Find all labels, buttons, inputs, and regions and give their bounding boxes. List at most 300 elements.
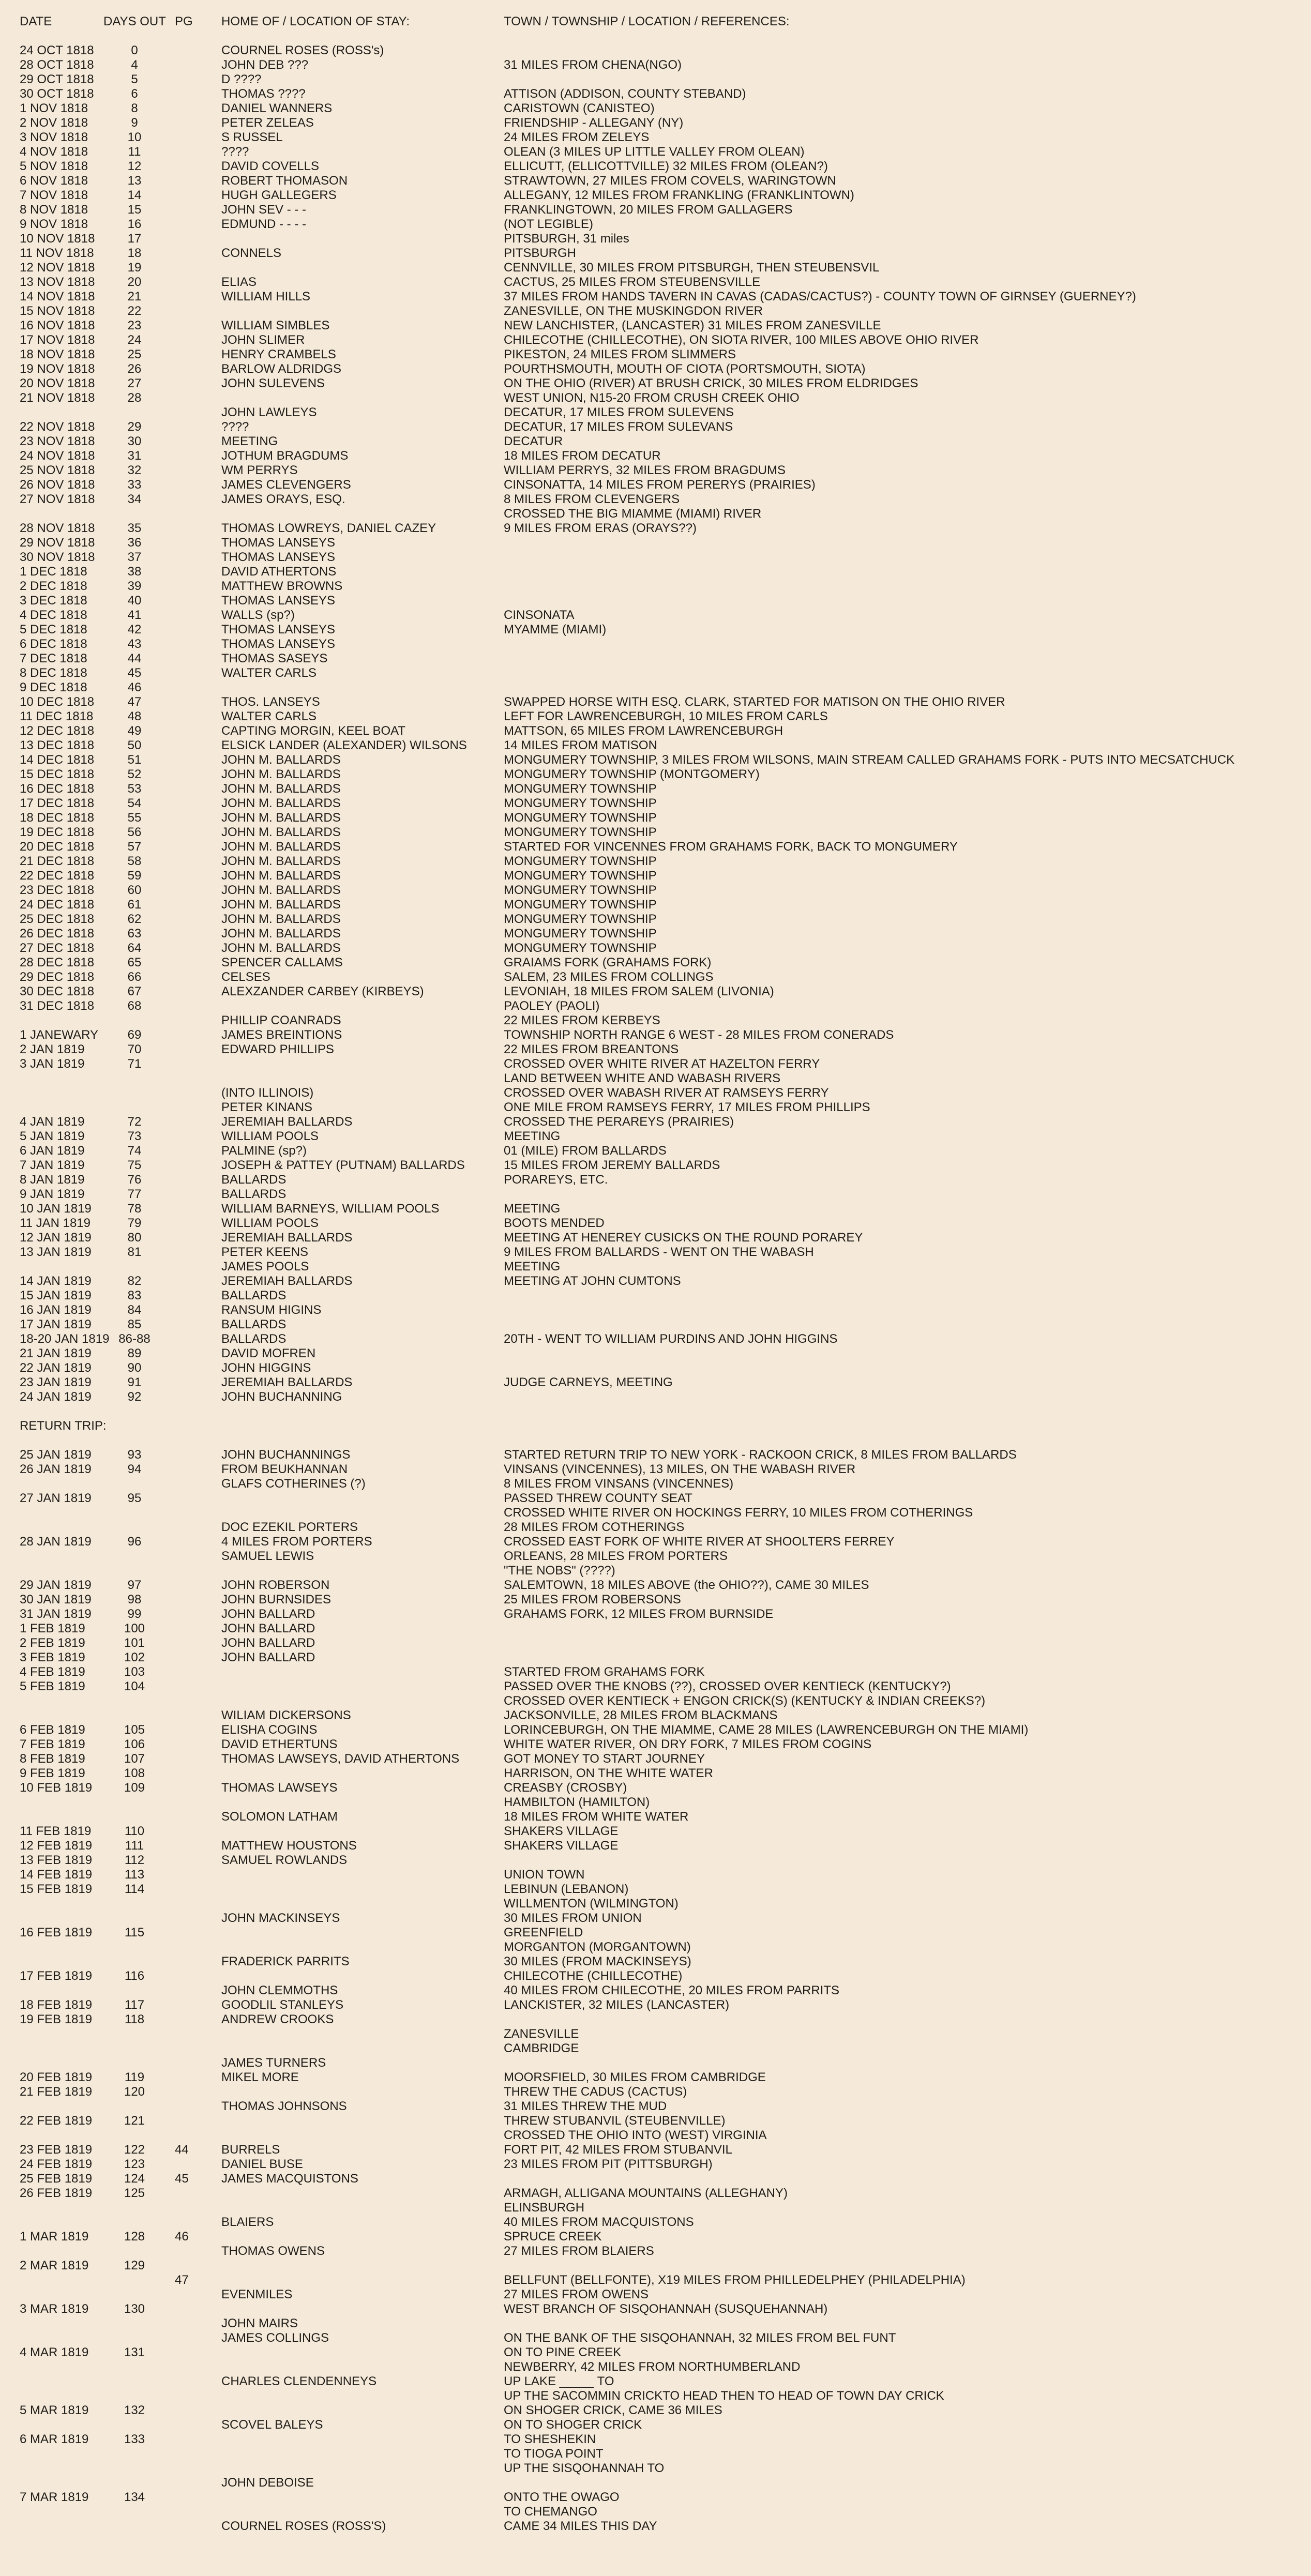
home-cell: PHILLIP COANRADS [221,1013,341,1027]
home-cell: THOMAS JOHNSONS [221,2099,347,2113]
days-out-cell: 91 [127,1375,142,1389]
town-cell: ELINSBURGH [504,2201,585,2215]
town-cell: WILLIAM PERRYS, 32 MILES FROM BRAGDUMS [504,463,786,477]
pg-cell: 46 [175,2230,189,2244]
town-cell: TO TIOGA POINT [504,2447,604,2461]
date-cell: DATE [20,14,52,28]
date-cell: 30 NOV 1818 [20,550,95,564]
town-cell: MATTSON, 65 MILES FROM LAWRENCEBURGH [504,724,783,738]
days-out-cell: 42 [127,623,142,637]
date-cell: 8 FEB 1819 [20,1752,85,1766]
days-out-cell: 58 [127,854,142,868]
home-cell: JOHN M. BALLARDS [221,898,341,912]
date-cell: 15 JAN 1819 [20,1289,92,1302]
date-cell: 26 FEB 1819 [20,2186,93,2200]
town-cell: 8 MILES FROM VINSANS (VINCENNES) [504,1477,734,1491]
date-cell: 5 MAR 1819 [20,2403,89,2417]
home-cell: BLAIERS [221,2215,274,2229]
town-cell: UP THE SACOMMIN CRICKTO HEAD THEN TO HEAD OF TOWN DAY CRICK [504,2389,944,2403]
town-cell: ZANESVILLE [504,2027,579,2041]
home-cell: SAMUEL ROWLANDS [221,1853,348,1867]
date-cell: 25 NOV 1818 [20,463,95,477]
town-cell: THREW THE CADUS (CACTUS) [504,2085,687,2099]
home-cell: HUGH GALLEGERS [221,188,337,202]
days-out-cell: 57 [127,840,142,854]
town-cell: MONGUMERY TOWNSHIP [504,869,657,883]
days-out-cell: 63 [127,927,142,941]
town-cell: SWAPPED HORSE WITH ESQ. CLARK, STARTED FOR MATISON ON THE OHIO RIVER [504,695,1005,709]
home-cell: JOSEPH & PATTEY (PUTNAM) BALLARDS [221,1158,465,1172]
town-cell: MONGUMERY TOWNSHIP [504,941,657,955]
date-cell: 5 JAN 1819 [20,1129,85,1143]
home-cell: (INTO ILLINOIS) [221,1086,314,1100]
home-cell: PETER KEENS [221,1245,309,1259]
town-cell: MONGUMERY TOWNSHIP [504,898,657,912]
days-out-cell: 76 [127,1173,142,1187]
home-cell: DAVID MOFREN [221,1346,316,1360]
days-out-cell: 128 [124,2230,145,2244]
date-cell: 4 FEB 1819 [20,1665,85,1679]
home-cell: HENRY CRAMBELS [221,347,336,361]
date-cell: 17 FEB 1819 [20,1969,93,1983]
home-cell: JOHN SLIMER [221,333,305,347]
town-cell: LAND BETWEEN WHITE AND WABASH RIVERS [504,1071,781,1085]
days-out-cell: 103 [124,1665,145,1679]
town-cell: MOORSFIELD, 30 MILES FROM CAMBRIDGE [504,2070,766,2084]
home-cell: BALLARDS [221,1289,287,1302]
days-out-cell: 81 [127,1245,142,1259]
date-cell: 24 DEC 1818 [20,898,95,912]
town-cell: WILLMENTON (WILMINGTON) [504,1897,679,1911]
home-cell: EDWARD PHILLIPS [221,1042,334,1056]
date-cell: 7 NOV 1818 [20,188,88,202]
home-cell: CELSES [221,970,270,984]
date-cell: 24 FEB 1819 [20,2157,93,2171]
days-out-cell: 110 [124,1824,145,1838]
days-out-cell: 15 [127,203,142,217]
days-out-cell: 123 [124,2157,145,2171]
town-cell: 40 MILES FROM CHILECOTHE, 20 MILES FROM PARRITS [504,1983,840,1997]
days-out-cell: 4 [131,58,138,72]
home-cell: THOMAS LANSEYS [221,623,336,637]
date-cell: 31 DEC 1818 [20,999,95,1013]
days-out-cell: 17 [127,232,142,246]
town-cell: GREENFIELD [504,1926,583,1939]
date-cell: 25 DEC 1818 [20,912,95,926]
town-cell: LORINCEBURGH, ON THE MIAMME, CAME 28 MILES (LAWRENCEBURGH ON THE MIAMI) [504,1723,1029,1737]
days-out-cell: 33 [127,478,142,492]
days-out-cell: 70 [127,1042,142,1056]
home-cell: SCOVEL BALEYS [221,2418,323,2432]
days-out-cell: 30 [127,434,142,448]
town-cell: WEST UNION, N15-20 FROM CRUSH CREEK OHIO [504,391,800,405]
date-cell: 26 NOV 1818 [20,478,95,492]
date-cell: 12 FEB 1819 [20,1839,93,1853]
home-cell: JOHN SULEVENS [221,376,325,390]
date-cell: 18 DEC 1818 [20,811,95,825]
town-cell: MONGUMERY TOWNSHIP [504,796,657,810]
date-cell: 2 FEB 1819 [20,1636,85,1650]
date-cell: 3 FEB 1819 [20,1650,85,1664]
date-cell: 15 NOV 1818 [20,304,95,318]
date-cell: 1 JANEWARY [20,1028,99,1042]
town-cell: NEW LANCHISTER, (LANCASTER) 31 MILES FROM ZANESVILLE [504,319,881,332]
days-out-cell: 113 [124,1868,145,1882]
days-out-cell: 117 [124,1998,145,2012]
days-out-cell: 34 [127,492,142,506]
home-cell: JAMES TURNERS [221,2056,326,2070]
home-cell: THOMAS SASEYS [221,651,328,665]
town-cell: DECATUR, 17 MILES FROM SULEVANS [504,420,733,434]
town-cell: CARISTOWN (CANISTEO) [504,101,655,115]
days-out-cell: 6 [131,87,138,101]
date-cell: 28 JAN 1819 [20,1535,92,1549]
town-cell: GOT MONEY TO START JOURNEY [504,1752,705,1766]
town-cell: MONGUMERY TOWNSHIP [504,811,657,825]
town-cell: GRAIAMS FORK (GRAHAMS FORK) [504,956,712,969]
home-cell: CONNELS [221,246,282,260]
date-cell: 1 FEB 1819 [20,1622,85,1635]
date-cell: 6 JAN 1819 [20,1144,85,1158]
days-out-cell: 16 [127,217,142,231]
town-cell: CHILECOTHE (CHILLECOTHE), ON SIOTA RIVER, 100 MILES ABOVE OHIO RIVER [504,333,979,347]
days-out-cell: 27 [127,376,142,390]
home-cell: JOHN BALLARD [221,1636,315,1650]
home-cell: GLAFS COTHERINES (?) [221,1477,366,1491]
date-cell: 2 MAR 1819 [20,2259,89,2272]
date-cell: 9 FEB 1819 [20,1766,85,1780]
days-out-cell: 134 [124,2490,145,2504]
days-out-cell: 26 [127,362,142,376]
days-out-cell: 36 [127,536,142,550]
date-cell: 1 DEC 1818 [20,565,87,579]
town-cell: FRIENDSHIP - ALLEGANY (NY) [504,116,684,130]
town-cell: DECATUR [504,434,563,448]
date-cell: 17 NOV 1818 [20,333,95,347]
days-out-cell: 59 [127,869,142,883]
days-out-cell: 11 [128,145,141,159]
date-cell: 26 DEC 1818 [20,927,95,941]
town-cell: PORAREYS, ETC. [504,1173,608,1187]
home-cell: WILLIAM SIMBLES [221,319,330,332]
date-cell: 16 JAN 1819 [20,1303,92,1317]
town-cell: CACTUS, 25 MILES FROM STEUBENSVILLE [504,275,761,289]
date-cell: 10 NOV 1818 [20,232,95,246]
town-cell: CROSSED OVER WABASH RIVER AT RAMSEYS FERRY [504,1086,829,1100]
days-out-cell: 124 [124,2172,145,2186]
date-cell: 27 DEC 1818 [20,941,95,955]
days-out-cell: 111 [125,1839,144,1853]
town-cell: SHAKERS VILLAGE [504,1839,619,1853]
days-out-cell: 39 [127,579,142,593]
town-cell: ATTISON (ADDISON, COUNTY STEBAND) [504,87,746,101]
town-cell: ON SHOGER CRICK, CAME 36 MILES [504,2403,722,2417]
town-cell: 20TH - WENT TO WILLIAM PURDINS AND JOHN HIGGINS [504,1332,838,1346]
days-out-cell: 54 [127,796,142,810]
days-out-cell: 64 [127,941,142,955]
date-cell: 23 JAN 1819 [20,1375,92,1389]
date-cell: 27 JAN 1819 [20,1491,92,1505]
town-cell: FRANKLINGTOWN, 20 MILES FROM GALLAGERS [504,203,793,217]
town-cell: TO CHEMANGO [504,2505,597,2519]
days-out-cell: 18 [127,246,142,260]
home-cell: S RUSSEL [221,130,283,144]
days-out-cell: 92 [127,1390,142,1404]
home-cell: WILLIAM POOLS [221,1216,319,1230]
home-cell: DANIEL BUSE [221,2157,303,2171]
date-cell: 18-20 JAN 1819 [20,1332,110,1346]
days-out-cell: 104 [124,1679,145,1693]
home-cell: WILLIAM POOLS [221,1129,319,1143]
date-cell: 3 MAR 1819 [20,2302,89,2316]
home-cell: THOS. LANSEYS [221,695,320,709]
town-cell: TOWN / TOWNSHIP / LOCATION / REFERENCES: [504,14,790,28]
town-cell: 18 MILES FROM WHITE WATER [504,1810,689,1824]
date-cell: RETURN TRIP: [20,1419,107,1433]
days-out-cell: 96 [127,1535,142,1549]
date-cell: 18 NOV 1818 [20,347,95,361]
home-cell: CAPTING MORGIN, KEEL BOAT [221,724,406,738]
town-cell: MEETING AT HENEREY CUSICKS ON THE ROUND PORAREY [504,1231,863,1245]
home-cell: SPENCER CALLAMS [221,956,343,969]
home-cell: MATTHEW HOUSTONS [221,1839,357,1853]
home-cell: JAMES CLEVENGERS [221,478,351,492]
town-cell: SPRUCE CREEK [504,2230,602,2244]
date-cell: 16 NOV 1818 [20,319,95,332]
home-cell: WM PERRYS [221,463,298,477]
days-out-cell: 106 [124,1737,145,1751]
town-cell: PITSBURGH [504,246,577,260]
date-cell: 23 FEB 1819 [20,2143,93,2157]
home-cell: EDMUND - - - - [221,217,306,231]
home-cell: DANIEL WANNERS [221,101,333,115]
days-out-cell: 105 [124,1723,145,1737]
days-out-cell: 130 [124,2302,145,2316]
days-out-cell: 109 [124,1781,145,1795]
home-cell: ANDREW CROOKS [221,2012,334,2026]
town-cell: MYAMME (MIAMI) [504,623,607,637]
days-out-cell: 125 [124,2186,145,2200]
days-out-cell: 60 [127,883,142,897]
date-cell: 7 FEB 1819 [20,1737,85,1751]
home-cell: JOHN MACKINSEYS [221,1911,340,1925]
town-cell: JUDGE CARNEYS, MEETING [504,1375,673,1389]
town-cell: "THE NOBS" (????) [504,1564,615,1578]
days-out-cell: 21 [127,290,142,304]
town-cell: THREW STUBANVIL (STEUBENVILLE) [504,2114,726,2128]
date-cell: 19 DEC 1818 [20,825,95,839]
town-cell: ARMAGH, ALLIGANA MOUNTAINS (ALLEGHANY) [504,2186,788,2200]
days-out-cell: 90 [127,1361,142,1375]
town-cell: TO SHESHEKIN [504,2432,596,2446]
date-cell: 10 DEC 1818 [20,695,95,709]
date-cell: 26 JAN 1819 [20,1462,92,1476]
date-cell: 3 JAN 1819 [20,1057,85,1071]
days-out-cell: 83 [127,1289,142,1302]
town-cell: PASSED OVER THE KNOBS (??), CROSSED OVER KENTIECK (KENTUCKY?) [504,1679,951,1693]
date-cell: 5 FEB 1819 [20,1679,85,1693]
date-cell: 28 NOV 1818 [20,521,95,535]
home-cell: JOHN M. BALLARDS [221,912,341,926]
town-cell: CREASBY (CROSBY) [504,1781,627,1795]
date-cell: 7 JAN 1819 [20,1158,85,1172]
home-cell: JOHN CLEMMOTHS [221,1983,338,1997]
home-cell: JOHN M. BALLARDS [221,753,341,767]
days-out-cell: 9 [131,116,138,130]
town-cell: SALEM, 23 MILES FROM COLLINGS [504,970,714,984]
date-cell: 12 NOV 1818 [20,261,95,275]
date-cell: 2 NOV 1818 [20,116,88,130]
town-cell: PAOLEY (PAOLI) [504,999,600,1013]
town-cell: 8 MILES FROM CLEVENGERS [504,492,680,506]
town-cell: MONGUMERY TOWNSHIP [504,912,657,926]
date-cell: 21 JAN 1819 [20,1346,92,1360]
date-cell: 23 NOV 1818 [20,434,95,448]
days-out-cell: 20 [127,275,142,289]
date-cell: 25 JAN 1819 [20,1448,92,1462]
town-cell: MEETING [504,1260,561,1274]
days-out-cell: 101 [124,1636,145,1650]
home-cell: D ???? [221,72,262,86]
days-out-cell: 118 [124,2012,145,2026]
home-cell: JEREMIAH BALLARDS [221,1231,353,1245]
home-cell: RANSUM HIGINS [221,1303,322,1317]
home-cell: MIKEL MORE [221,2070,299,2084]
town-cell: WHITE WATER RIVER, ON DRY FORK, 7 MILES FROM COGINS [504,1737,872,1751]
town-cell: HAMBILTON (HAMILTON) [504,1795,650,1809]
date-cell: 4 JAN 1819 [20,1115,85,1129]
date-cell: 17 DEC 1818 [20,796,95,810]
date-cell: 13 JAN 1819 [20,1245,92,1259]
date-cell: 4 DEC 1818 [20,608,87,622]
days-out-cell: 80 [127,1231,142,1245]
home-cell: JOHN M. BALLARDS [221,840,341,854]
town-cell: PASSED THREW COUNTY SEAT [504,1491,692,1505]
date-cell: 27 NOV 1818 [20,492,95,506]
date-cell: 19 FEB 1819 [20,2012,93,2026]
home-cell: JAMES COLLINGS [221,2331,329,2345]
date-cell: 11 JAN 1819 [20,1216,91,1230]
days-out-cell: 84 [127,1303,142,1317]
town-cell: 27 MILES FROM BLAIERS [504,2244,654,2258]
town-cell: DECATUR, 17 MILES FROM SULEVENS [504,405,734,419]
date-cell: 11 NOV 1818 [20,246,94,260]
days-out-cell: 61 [127,898,142,912]
days-out-cell: 77 [127,1187,142,1201]
days-out-cell: 45 [127,666,142,680]
days-out-cell: 119 [124,2070,145,2084]
days-out-cell: 120 [124,2085,145,2099]
days-out-cell: 85 [127,1317,142,1331]
days-out-cell: 97 [127,1578,142,1592]
town-cell: 23 MILES FROM PIT (PITTSBURGH) [504,2157,713,2171]
days-out-cell: 121 [124,2114,145,2128]
days-out-cell: 114 [124,1882,145,1896]
days-out-cell: 78 [127,1202,142,1216]
town-cell: PITSBURGH, 31 miles [504,232,629,246]
town-cell: MONGUMERY TOWNSHIP [504,854,657,868]
days-out-cell: 122 [124,2143,145,2157]
days-out-cell: 49 [127,724,142,738]
date-cell: 30 JAN 1819 [20,1593,92,1607]
home-cell: BALLARDS [221,1187,287,1201]
days-out-cell: 50 [127,738,142,752]
town-cell: 30 MILES FROM UNION [504,1911,642,1925]
date-cell: 29 NOV 1818 [20,536,95,550]
town-cell: 28 MILES FROM COTHERINGS [504,1520,685,1534]
town-cell: 31 MILES THREW THE MUD [504,2099,667,2113]
home-cell: WILLIAM BARNEYS, WILLIAM POOLS [221,1202,440,1216]
town-cell: 27 MILES FROM OWENS [504,2287,649,2301]
town-cell: JACKSONVILLE, 28 MILES FROM BLACKMANS [504,1708,778,1722]
town-cell: CROSSED EAST FORK OF WHITE RIVER AT SHOOLTERS FERREY [504,1535,895,1549]
town-cell: MEETING AT JOHN CUMTONS [504,1274,681,1288]
date-cell: 14 NOV 1818 [20,290,95,304]
town-cell: TOWNSHIP NORTH RANGE 6 WEST - 28 MILES FROM CONERADS [504,1028,894,1042]
date-cell: 8 DEC 1818 [20,666,87,680]
days-out-cell: 107 [124,1752,145,1766]
home-cell: JOHN BALLARD [221,1650,315,1664]
date-cell: 2 DEC 1818 [20,579,87,593]
town-cell: WEST BRANCH OF SISQOHANNAH (SUSQUEHANNAH) [504,2302,828,2316]
town-cell: STARTED FROM GRAHAMS FORK [504,1665,705,1679]
date-cell: 29 DEC 1818 [20,970,95,984]
home-cell: JEREMIAH BALLARDS [221,1274,353,1288]
date-cell: 20 NOV 1818 [20,376,95,390]
town-cell: ALLEGANY, 12 MILES FROM FRANKLING (FRANKLINTOWN) [504,188,854,202]
home-cell: JOHN BURNSIDES [221,1593,331,1607]
date-cell: 10 JAN 1819 [20,1202,92,1216]
home-cell: THOMAS LANSEYS [221,637,336,651]
town-cell: STARTED FOR VINCENNES FROM GRAHAMS FORK, BACK TO MONGUMERY [504,840,958,854]
town-cell: 22 MILES FROM BREANTONS [504,1042,679,1056]
days-out-cell: 89 [127,1346,142,1360]
days-out-cell: 29 [127,420,142,434]
home-cell: BALLARDS [221,1332,287,1346]
date-cell: 13 DEC 1818 [20,738,95,752]
home-cell: ALEXZANDER CARBEY (KIRBEYS) [221,984,424,998]
days-out-cell: 86-88 [118,1332,150,1346]
days-out-cell: 38 [127,565,142,579]
home-cell: COURNEL ROSES (ROSS'S) [221,2519,386,2533]
town-cell: 31 MILES FROM CHENA(NGO) [504,58,682,72]
days-out-cell: 67 [127,984,142,998]
date-cell: 15 FEB 1819 [20,1882,93,1896]
days-out-cell: 28 [127,391,142,405]
home-cell: COURNEL ROSES (ROSS's) [221,43,384,57]
town-cell: ON TO SHOGER CRICK [504,2418,642,2432]
date-cell: 14 FEB 1819 [20,1868,93,1882]
days-out-cell: 0 [131,43,138,57]
town-cell: FORT PIT, 42 MILES FROM STUBANVIL [504,2143,732,2157]
home-cell: DAVID ATHERTONS [221,565,337,579]
days-out-cell: 62 [127,912,142,926]
home-cell: JOHN DEB ??? [221,58,309,72]
town-cell: CROSSED THE OHIO INTO (WEST) VIRGINIA [504,2128,767,2142]
home-cell: JOHN M. BALLARDS [221,825,341,839]
date-cell: 9 DEC 1818 [20,680,87,694]
town-cell: MONGUMERY TOWNSHIP [504,883,657,897]
home-cell: JAMES MACQUISTONS [221,2172,358,2186]
home-cell: WALTER CARLS [221,666,317,680]
date-cell: 28 DEC 1818 [20,956,95,969]
date-cell: 6 FEB 1819 [20,1723,85,1737]
town-cell: VINSANS (VINCENNES), 13 MILES, ON THE WABASH RIVER [504,1462,856,1476]
date-cell: 28 OCT 1818 [20,58,94,72]
town-cell: ORLEANS, 28 MILES FROM PORTERS [504,1549,728,1563]
home-cell: JEREMIAH BALLARDS [221,1375,353,1389]
days-out-cell: 129 [124,2259,145,2272]
